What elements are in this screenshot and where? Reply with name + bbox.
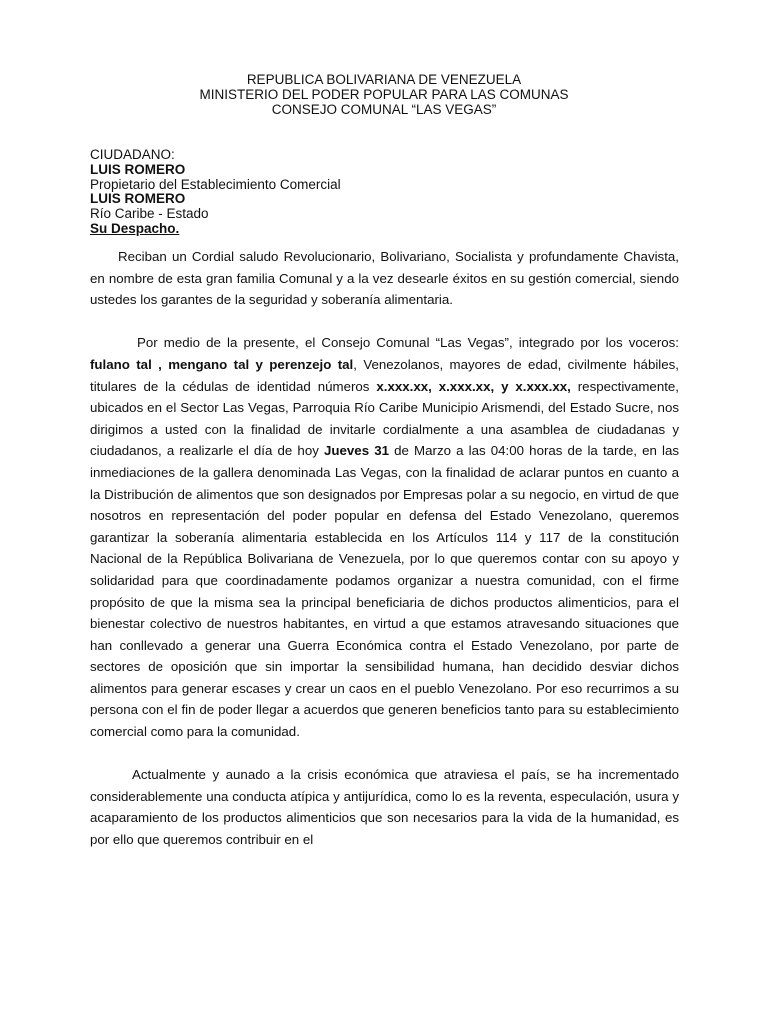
invitation-text-3: respectivamente, ubicados en el Sector Las Vegas, Parroquia Río Caribe Municipio Arismendi, del Estado Sucre, nos dirigimos a usted con la finalidad de invitarle cordialmente a una asamblea de ciudadanas y ciudadanos, a realizarle el día de hoy <box>90 378 680 459</box>
letter-body <box>90 246 679 851</box>
id-numbers: x.xxx.xx, x.xxx.xx, y x.xxx.xx, <box>376 378 571 394</box>
paragraph-crisis: Actualmente y aunado a la crisis económica que atraviesa el país, se ha incrementado considerablemente una conducta atípica y antijurídica, como lo es la reventa, especulación, usura y acaparamiento de los productos alimenticios que son necesarios para la vida de la humanidad, es por ello que queremos contribuir en el <box>90 767 679 848</box>
invitation-text-4: de Marzo a las 04:00 horas de la tarde, en las inmediaciones de la gallera denominada Las Vegas, con la finalidad de aclarar puntos en cuanto a la Distribución de alimentos que son designados por Empresas polar a su negocio, en virtud de que nosotros en representación del poder popular en defensa del Estado Venezolano, queremos garantizar la soberanía alimentaria establecida en los Artículos 114 y 117 de la constitución Nacional de la República Bolivariana de Venezuela, por lo que queremos contar con su apoyo y solidaridad para que coordinadamente podamos organizar a nuestra comunidad, con el firme propósito de que la misma sea la principal beneficiaria de dichos productos alimenticios, para el bienestar colectivo de nuestros habitantes, en virtud a que estamos atravesando situaciones que han conllevado a generar una Guerra Económica contra el Estado Venezolano, por parte de sectores de oposición que sin importar la sensibilidad humana, han decidido desviar dichos alimentos para generar escases y crear un caos en el pueblo Venezolano. Por eso recurrimos a su persona con el fin de poder llegar a acuerdos que generen beneficios tanto para su establecimiento comercial como para la comunidad. <box>90 443 679 740</box>
addressee-block <box>90 148 690 237</box>
addressee-location: Río Caribe - Estado <box>90 206 209 222</box>
paragraph-greeting: Reciban un Cordial saludo Revolucionario, Bolivariano, Socialista y profundamente Chavista, en nombre de esta gran familia Comunal y a la vez desearle éxitos en su gestión comercial, siendo ustedes los garantes de la seguridad y soberanía alimentaria. <box>90 249 679 308</box>
invitation-text-2: , Venezolanos, mayores de edad, civilmente hábiles, titulares de la cédulas de identidad números <box>90 356 679 394</box>
letterhead-country: REPUBLICA BOLIVARIANA DE VENEZUELA <box>246 72 522 87</box>
su-despacho: Su Despacho. <box>90 220 180 236</box>
letterhead-council: CONSEJO COMUNAL “LAS VEGAS” <box>271 102 497 117</box>
paragraph-invitation <box>90 332 679 742</box>
letterhead <box>0 72 768 117</box>
addressee-role: Propietario del Establecimiento Comercial <box>90 176 341 192</box>
letterhead-ministry: MINISTERIO DEL PODER POPULAR PARA LAS COMUNAS <box>199 87 569 102</box>
meeting-date: Jueves 31 <box>324 443 390 459</box>
salutation: CIUDADANO: <box>90 147 175 162</box>
invitation-text-1: Por medio de la presente, el Consejo Comunal “Las Vegas”, integrado por los voceros: <box>137 335 679 351</box>
establishment-name: LUIS ROMERO <box>90 191 186 207</box>
spokespersons-names: fulano tal , mengano tal y perenzejo tal <box>90 356 354 372</box>
addressee-name: LUIS ROMERO <box>90 161 186 177</box>
